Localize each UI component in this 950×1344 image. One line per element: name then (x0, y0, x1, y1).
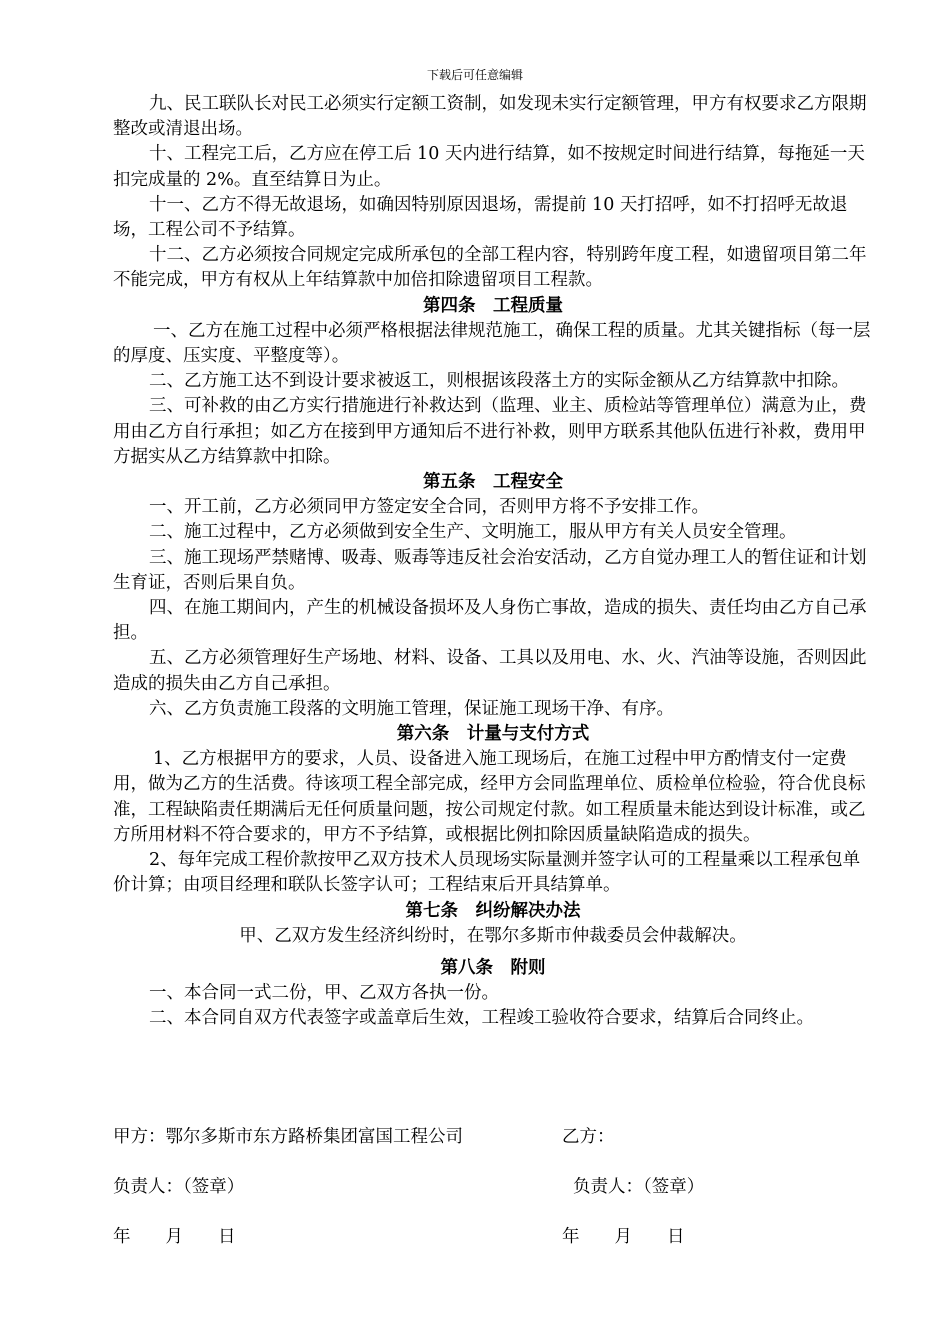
clause-10: 十、工程完工后，乙方应在停工后 10 天内进行结算，如不按规定时间进行结算，每拖延一天扣完成量的 2%。直至结算日为止。 (113, 144, 865, 190)
section-4-item-2: 二、乙方施工达不到设计要求被返工，则根据该段落土方的实际金额从乙方结算款中扣除。 (149, 371, 849, 392)
party-b-date: 年 月 日 (562, 1227, 685, 1247)
section-5-item-3: 三、施工现场严禁赌博、吸毒、贩毒等违反社会治安活动，乙方自觉办理工人的暂住证和计划生育证，否则后果自负。 (113, 547, 867, 593)
section-6-item-2: 2、每年完成工程价款按甲乙双方技术人员现场实际量测并签字认可的工程量乘以工程承包单价计算；由项目经理和联队长签字认可；工程结束后开具结算单。 (113, 850, 861, 896)
section-5-item-4: 四、在施工期间内，产生的机械设备损坏及人身伤亡事故，造成的损失、责任均由乙方自己承担。 (113, 598, 867, 644)
section-8-title: 第八条 附则 (440, 957, 546, 978)
section-5-title: 第五条 工程安全 (423, 472, 563, 493)
section-5-item-2: 二、施工过程中，乙方必须做到安全生产、文明施工，服从甲方有关人员安全管理。 (149, 522, 797, 543)
section-5-item-5: 五、乙方必须管理好生产场地、材料、设备、工具以及用电、水、火、汽油等设施，否则因此造成的损失由乙方自己承担。 (113, 648, 867, 694)
party-b-label: 乙方： (562, 1127, 615, 1147)
section-6-title: 第六条 计量与支付方式 (396, 724, 590, 745)
contract-body (113, 92, 873, 1032)
section-4-item-3: 三、可补救的由乙方实行措施进行补救达到（监理、业主、质检站等管理单位）满意为止，费用由乙方自行承担；如乙方在接到甲方通知后不进行补救，则甲方联系其他队伍进行补救，费用甲方据实从乙方结算款中扣除。 (113, 396, 867, 467)
section-7-text: 甲、乙双方发生经济纠纷时，在鄂尔多斯市仲裁委员会仲裁解决。 (239, 925, 747, 946)
party-a-principal: 负责人：（签章） (113, 1177, 245, 1197)
party-a-label: 甲方：鄂尔多斯市东方路桥集团富国工程公司 (113, 1127, 463, 1147)
section-6-item-1: 1、乙方根据甲方的要求，人员、设备进入施工现场后，在施工过程中甲方酌情支付一定费用，做为乙方的生活费。待该项工程全部完成，经甲方会同监理单位、质检单位检验，符合优良标准，工程缺陷责任期满后无任何质量问题，按公司规定付款。如工程质量未能达到设计标准，或乙方所用材料不符合要求的，甲方不予结算，或根据比例扣除因质量缺陷造成的损失。 (113, 749, 866, 845)
section-5-item-1: 一、开工前，乙方必须同甲方签定安全合同，否则甲方将不予安排工作。 (149, 497, 709, 518)
party-a-date: 年 月 日 (113, 1227, 236, 1247)
clause-11: 十一、乙方不得无故退场，如确因特别原因退场，需提前 10 天打招呼，如不打招呼无故退场，工程公司不予结算。 (113, 194, 848, 241)
section-8-item-1: 一、本合同一式二份，甲、乙双方各执一份。 (149, 983, 499, 1004)
header-note: 下载后可任意编辑 (426, 68, 523, 82)
section-7-title: 第七条 纠纷解决办法 (405, 900, 581, 921)
section-8-item-2: 二、本合同自双方代表签字或盖章后生效，工程竣工验收符合要求，结算后合同终止。 (149, 1008, 814, 1029)
clause-12: 十二、乙方必须按合同规定完成所承包的全部工程内容，特别跨年度工程，如遗留项目第二年不能完成，甲方有权从上年结算款中加倍扣除遗留项目工程款。 (113, 245, 867, 291)
section-4-title: 第四条 工程质量 (423, 295, 563, 316)
party-b-principal: 负责人：（签章） (573, 1177, 705, 1197)
clause-9: 九、民工联队长对民工必须实行定额工资制，如发现未实行定额管理，甲方有权要求乙方限期整改或清退出场。 (113, 94, 867, 140)
section-4-item-1: 一、乙方在施工过程中必须严格根据法律规范施工，确保工程的质量。尤其关键指标（每一层的厚度、压实度、平整度等）。 (113, 320, 871, 367)
section-5-item-6: 六、乙方负责施工段落的文明施工管理，保证施工现场干净、有序。 (149, 698, 674, 719)
